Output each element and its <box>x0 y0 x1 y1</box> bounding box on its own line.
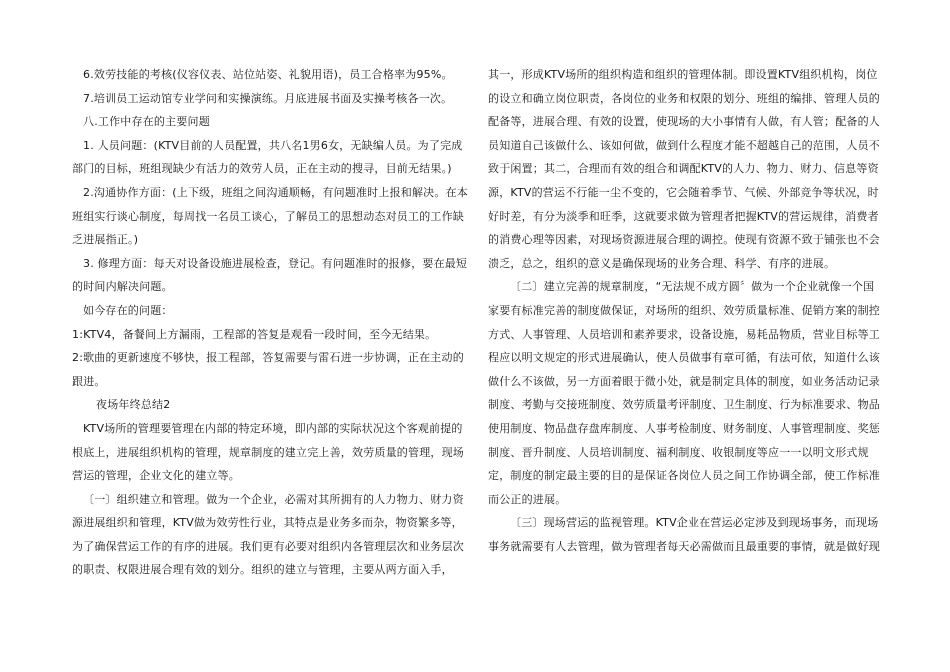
paragraph: 〔三〕现场营运的监视管理。KTV企业在营运必定涉及到现场事务，而现场事务就需要有人去管理，做为管理者每天必需做而且最重要的事情，就是做好现 <box>488 516 880 553</box>
paragraph: 2:歌曲的更新速度不够快，报工程部，答复需要与雷石进一步协调，正在主动的跟进。 <box>72 351 464 388</box>
paragraph: 2.沟通协作方面：(上下级，班组之间沟通顺畅，有问题准时上报和解决。在本班组实行谈心制度，每周找一名员工谈心，了解员工的思想动态对员工的工作缺乏进展指正。) <box>72 185 468 247</box>
section-heading: 八.工作中存在的主要问题 <box>83 115 210 129</box>
paragraph: 7.培训员工运动馆专业学问和实操演练。月底进展书面及实操考核各一次。 <box>83 91 453 105</box>
paragraph: KTV场所的管理要管理在内部的特定环境，即内部的实际状况这个客观前提的根底上，进展组织机构的管理，规章制度的建立完上善，效劳质量的管理，现场营运的管理，企业文化的建立等。 <box>72 421 464 483</box>
document-title: 夜场年终总结2 <box>96 398 171 412</box>
paragraph: 3. 修理方面：每天对设备设施进展检查，登记。有问题准时的报修，要在最短的时间内解决问题。 <box>72 256 468 294</box>
paragraph: 1. 人员问题：(KTV目前的人员配置，共八名1男6女，无缺编人员。为了完成部门的目标，班组现缺少有活力的效劳人员，正在主动的搜寻，目前无结果。) <box>72 138 463 176</box>
left-column <box>72 63 470 582</box>
paragraph: 如今存在的问题： <box>83 303 173 317</box>
right-column <box>488 63 880 558</box>
paragraph: 〔二〕建立完善的规章制度，“无法规不成方圆〞做为一个企业就像一个国家要有标准完善的制度做保证，对场所的组织、效劳质量标准、促销方案的制控方式、人事管理、人员培训和素养要求，设备设施，易耗品物质，营业目标等工程应以明文规定的形式进展确认，使人员做事有章可循，有法可依，知道什么该做什么不该做，另一方面着眼于微小处，就是制定具体的制度，如业务活动记录制度、考勤与交接班制度、效劳质量考评制度、卫生制度、行为标准要求、物品使用制度、物品盘存盘库制度、人事考检制度、财务制度、人事管理制度、奖惩制度、晋升制度、人员培训制度、福利制度、收银制度等应一一以明文形式规定，制度的制定最主要的目的是保证各岗位人员之间工作协调全部，使工作标准而公正的进展。 <box>488 280 880 506</box>
paragraph: 6.效劳技能的考核(仪容仪表、站位站姿、礼貌用语)，员工合格率为95%。 <box>83 68 453 81</box>
paragraph: 1:KTV4，备餐间上方漏雨，工程部的答复是观看一段时间，至今无结果。 <box>72 327 437 341</box>
paragraph: 其一，形成KTV场所的组织构造和组织的管理体制。即设置KTV组织机构，岗位的设立和确立岗位职责，各岗位的业务和权限的划分、班组的编排、管理人员的配备等，进展合理、有效的设置，使现场的大小事情有人做，有人管；配备的人员知道自己该做什么、该如何做，做到什么程度才能不超越自己的范围，人员不致于闲置；其二，合理而有效的组合和调配KTV的人力、物力、财力、信息等资源，KTV的营运不行能一尘不变的，它会随着季节、气候、外部竞争等状况，时好时差，有分为淡季和旺季，这就要求做为管理者把握KTV的营运规律，消费者的消费心理等因素，对现场资源进展合理的调控。使现有资源不致于铺张也不会溃乏，总之，组织的意义是确保现场的业务合理、科学、有序的进展。 <box>488 68 880 270</box>
paragraph: 〔一〕组织建立和管理。做为一个企业，必需对其所拥有的人力物力、财力资源进展组织和管理，KTV做为效劳性行业，其特点是业务多而杂，物资繁多等，为了确保营运工作的有序的进展。我们更有必要对组织内各管理层次和业务层次的职责、权限进展合理有效的划分。组织的建立与管理，主要从两方面入手， <box>72 492 464 577</box>
